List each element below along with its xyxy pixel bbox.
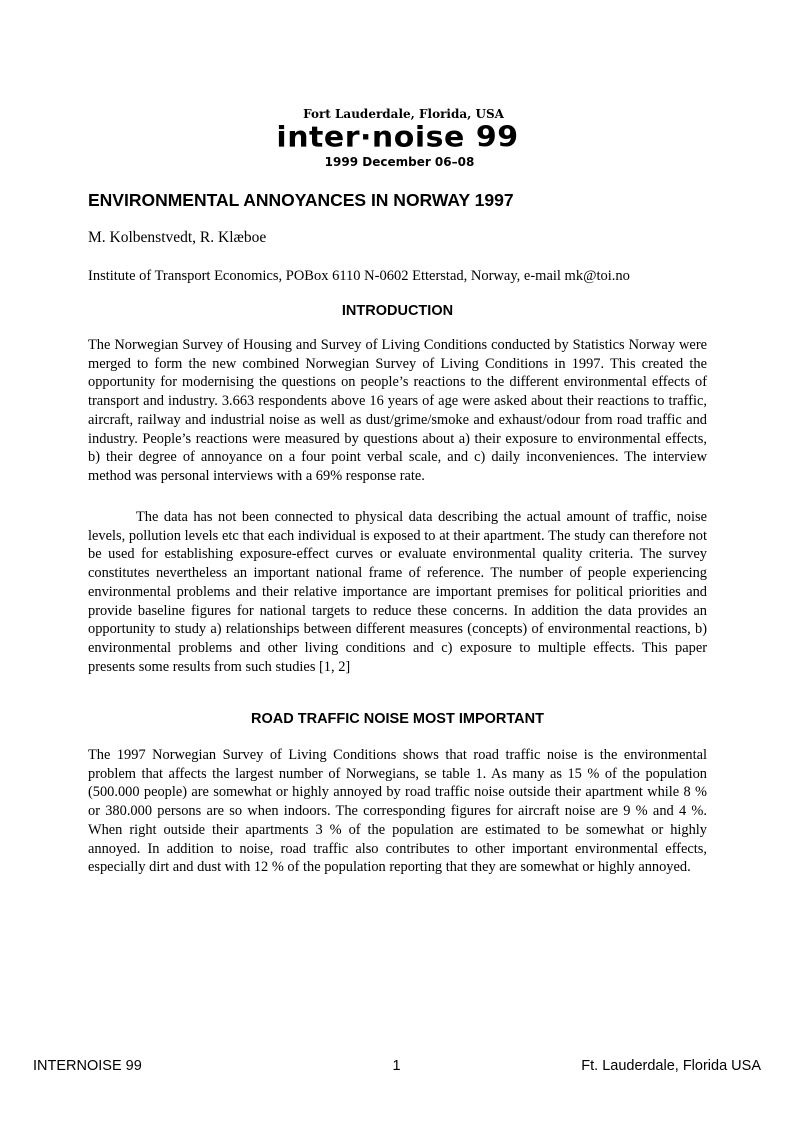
conference-header xyxy=(0,106,793,170)
body-paragraph: The Norwegian Survey of Housing and Survey of Living Conditions conducted by Statistics Norway were merged to form the new combined Norwegian Survey of Living Conditions in 1997. This created the opportunity for modernising the questions on people’s reactions to the different environmental effects of transport and industry. 3.663 respondents above 16 years of age were asked about their reactions to traffic, aircraft, railway and industrial noise as well as dust/grime/smoke and exhaust/odour from road traffic and industry. People’s reactions were measured by questions about a) their exposure to environmental effects, b) their degree of annoyance on a four point verbal scale, and c) daily inconveniences. The interview method was personal interviews with a 69% response rate. xyxy=(88,337,707,484)
section-heading-road-traffic-noise: ROAD TRAFFIC NOISE MOST IMPORTANT xyxy=(251,711,544,727)
footer-page-number: 1 xyxy=(392,1058,401,1074)
conference-location: Fort Lauderdale, Florida, USA xyxy=(303,107,504,121)
conference-dates: 1999 December 06–08 xyxy=(324,155,475,169)
section-heading-introduction: INTRODUCTION xyxy=(341,303,454,319)
paper-authors: M. Kolbenstvedt, R. Klæboe xyxy=(88,229,267,246)
footer-location: Ft. Lauderdale, Florida USA xyxy=(581,1058,761,1074)
paper-affiliation: Institute of Transport Economics, POBox 6110 N-0602 Etterstad, Norway, e-mail mk@toi.no xyxy=(88,268,630,284)
footer-conference-name: INTERNOISE 99 xyxy=(33,1058,142,1074)
conference-logo: inter·noise 99 xyxy=(276,120,519,155)
body-paragraph: The 1997 Norwegian Survey of Living Conditions shows that road traffic noise is the environmental problem that affects the largest number of Norwegians, se table 1. As many as 15 % of the population (500.000 people) are somewhat or highly annoyed by road traffic noise outside their apartment while 8 % or 380.000 persons are so when indoors. The corresponding figures for aircraft noise are 9 % and 4 %. When right outside their apartments 3 % of the population are estimated to be somewhat or highly annoyed. In addition to noise, road traffic also contributes to other important environmental effects, especially dirt and dust with 12 % of the population reporting that they are somewhat or highly annoyed. xyxy=(88,747,707,876)
paper-title: ENVIRONMENTAL ANNOYANCES IN NORWAY 1997 xyxy=(88,190,514,210)
body-paragraph: The data has not been connected to physical data describing the actual amount of traffic, noise levels, pollution levels etc that each individual is exposed to at their apartment. The study can therefore not be used for establishing exposure-effect curves or evaluate environmental quality criteria. The survey constitutes nevertheless an important national frame of reference. The number of people experiencing environmental problems and their relative importance are important premises for political priorities and provide baseline figures for national targets to reduce these concerns. In addition the data provides an opportunity to study a) relationships between different measures (concepts) of environmental reactions, b) environmental problems and other living conditions and c) exposure to multiple effects. This paper presents some results from such studies [1, 2] xyxy=(88,509,707,675)
